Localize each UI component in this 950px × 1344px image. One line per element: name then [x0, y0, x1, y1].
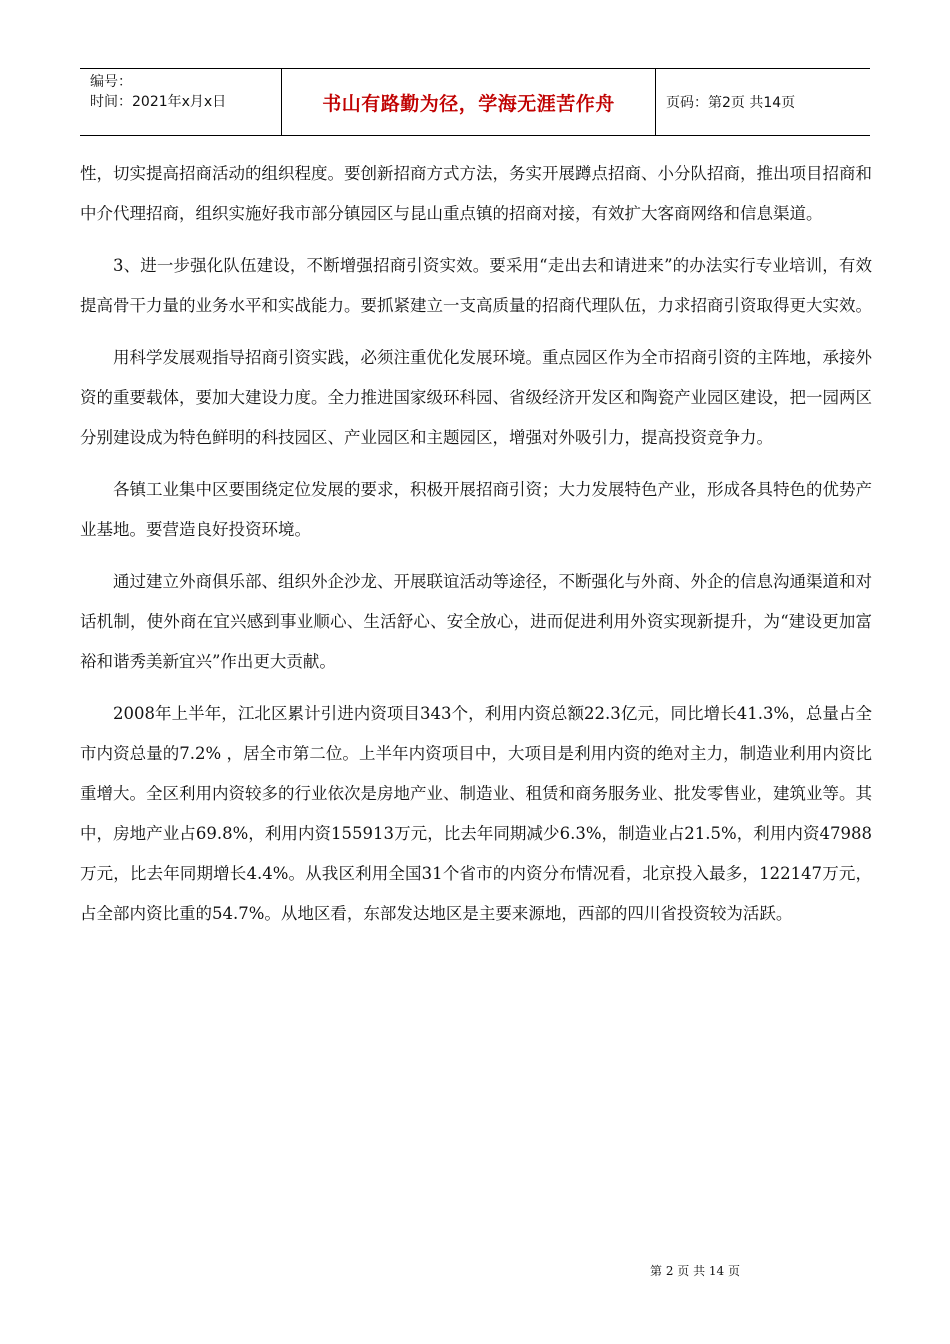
paragraph: 各镇工业集中区要围绕定位发展的要求，积极开展招商引资；大力发展特色产业，形成各具特色的优势产业基地。要营造良好投资环境。	[80, 480, 872, 539]
document-number-label: 编号：	[90, 74, 132, 90]
header-divider-right	[655, 68, 656, 136]
page-header	[80, 68, 870, 136]
page-footer	[0, 1262, 950, 1279]
header-page-label: 页码：第2页 共14页	[666, 95, 796, 111]
footer-page-number: 第 2 页 共 14 页	[650, 1264, 740, 1278]
header-bottom-rule	[80, 135, 870, 136]
header-motto: 书山有路勤为径，学海无涯苦作舟	[322, 92, 615, 115]
paragraph: 2008年上半年，江北区累计引进内资项目343个，利用内资总额22.3亿元，同比增长41.3%，总量占全市内资总量的7.2% ，居全市第二位。上半年内资项目中，大项目是利用内资的绝对主力，制造业利用内资比重增大。全区利用内资较多的行业依次是房地产业、制造业、租赁和商务服务业、批发零售业，建筑业等。其中，房地产业占69.8%，利用内资155913万元，比去年同期减少6.3%，制造业占21.5%，利用内资47988万元，比去年同期增长4.4%。从我区利用全国31个省市的内资分布情况看，北京投入最多，122147万元，占全部内资比重的54.7%。从地区看，东部发达地区是主要来源地，西部的四川省投资较为活跃。	[80, 704, 872, 923]
document-body	[80, 154, 872, 946]
paragraph: 3、进一步强化队伍建设，不断增强招商引资实效。要采用“走出去和请进来”的办法实行专业培训，有效提高骨干力量的业务水平和实战能力。要抓紧建立一支高质量的招商代理队伍，力求招商引资取得更大实效。	[80, 256, 872, 315]
header-info	[90, 72, 226, 112]
paragraph: 通过建立外商俱乐部、组织外企沙龙、开展联谊活动等途径，不断强化与外商、外企的信息沟通渠道和对话机制，使外商在宜兴感到事业顺心、生活舒心、安全放心，进而促进利用外资实现新提升，为“建设更加富裕和谐秀美新宜兴”作出更大贡献。	[80, 572, 872, 671]
document-date-label: 时间：2021年x月x日	[90, 94, 227, 110]
paragraph: 用科学发展观指导招商引资实践，必须注重优化发展环境。重点园区作为全市招商引资的主阵地，承接外资的重要载体，要加大建设力度。全力推进国家级环科园、省级经济开发区和陶瓷产业园区建设，把一园两区分别建设成为特色鲜明的科技园区、产业园区和主题园区，增强对外吸引力，提高投资竞争力。	[80, 348, 872, 447]
paragraph: 性，切实提高招商活动的组织程度。要创新招商方式方法，务实开展蹲点招商、小分队招商，推出项目招商和中介代理招商，组织实施好我市部分镇园区与昆山重点镇的招商对接，有效扩大客商网络和信息渠道。	[80, 164, 872, 223]
